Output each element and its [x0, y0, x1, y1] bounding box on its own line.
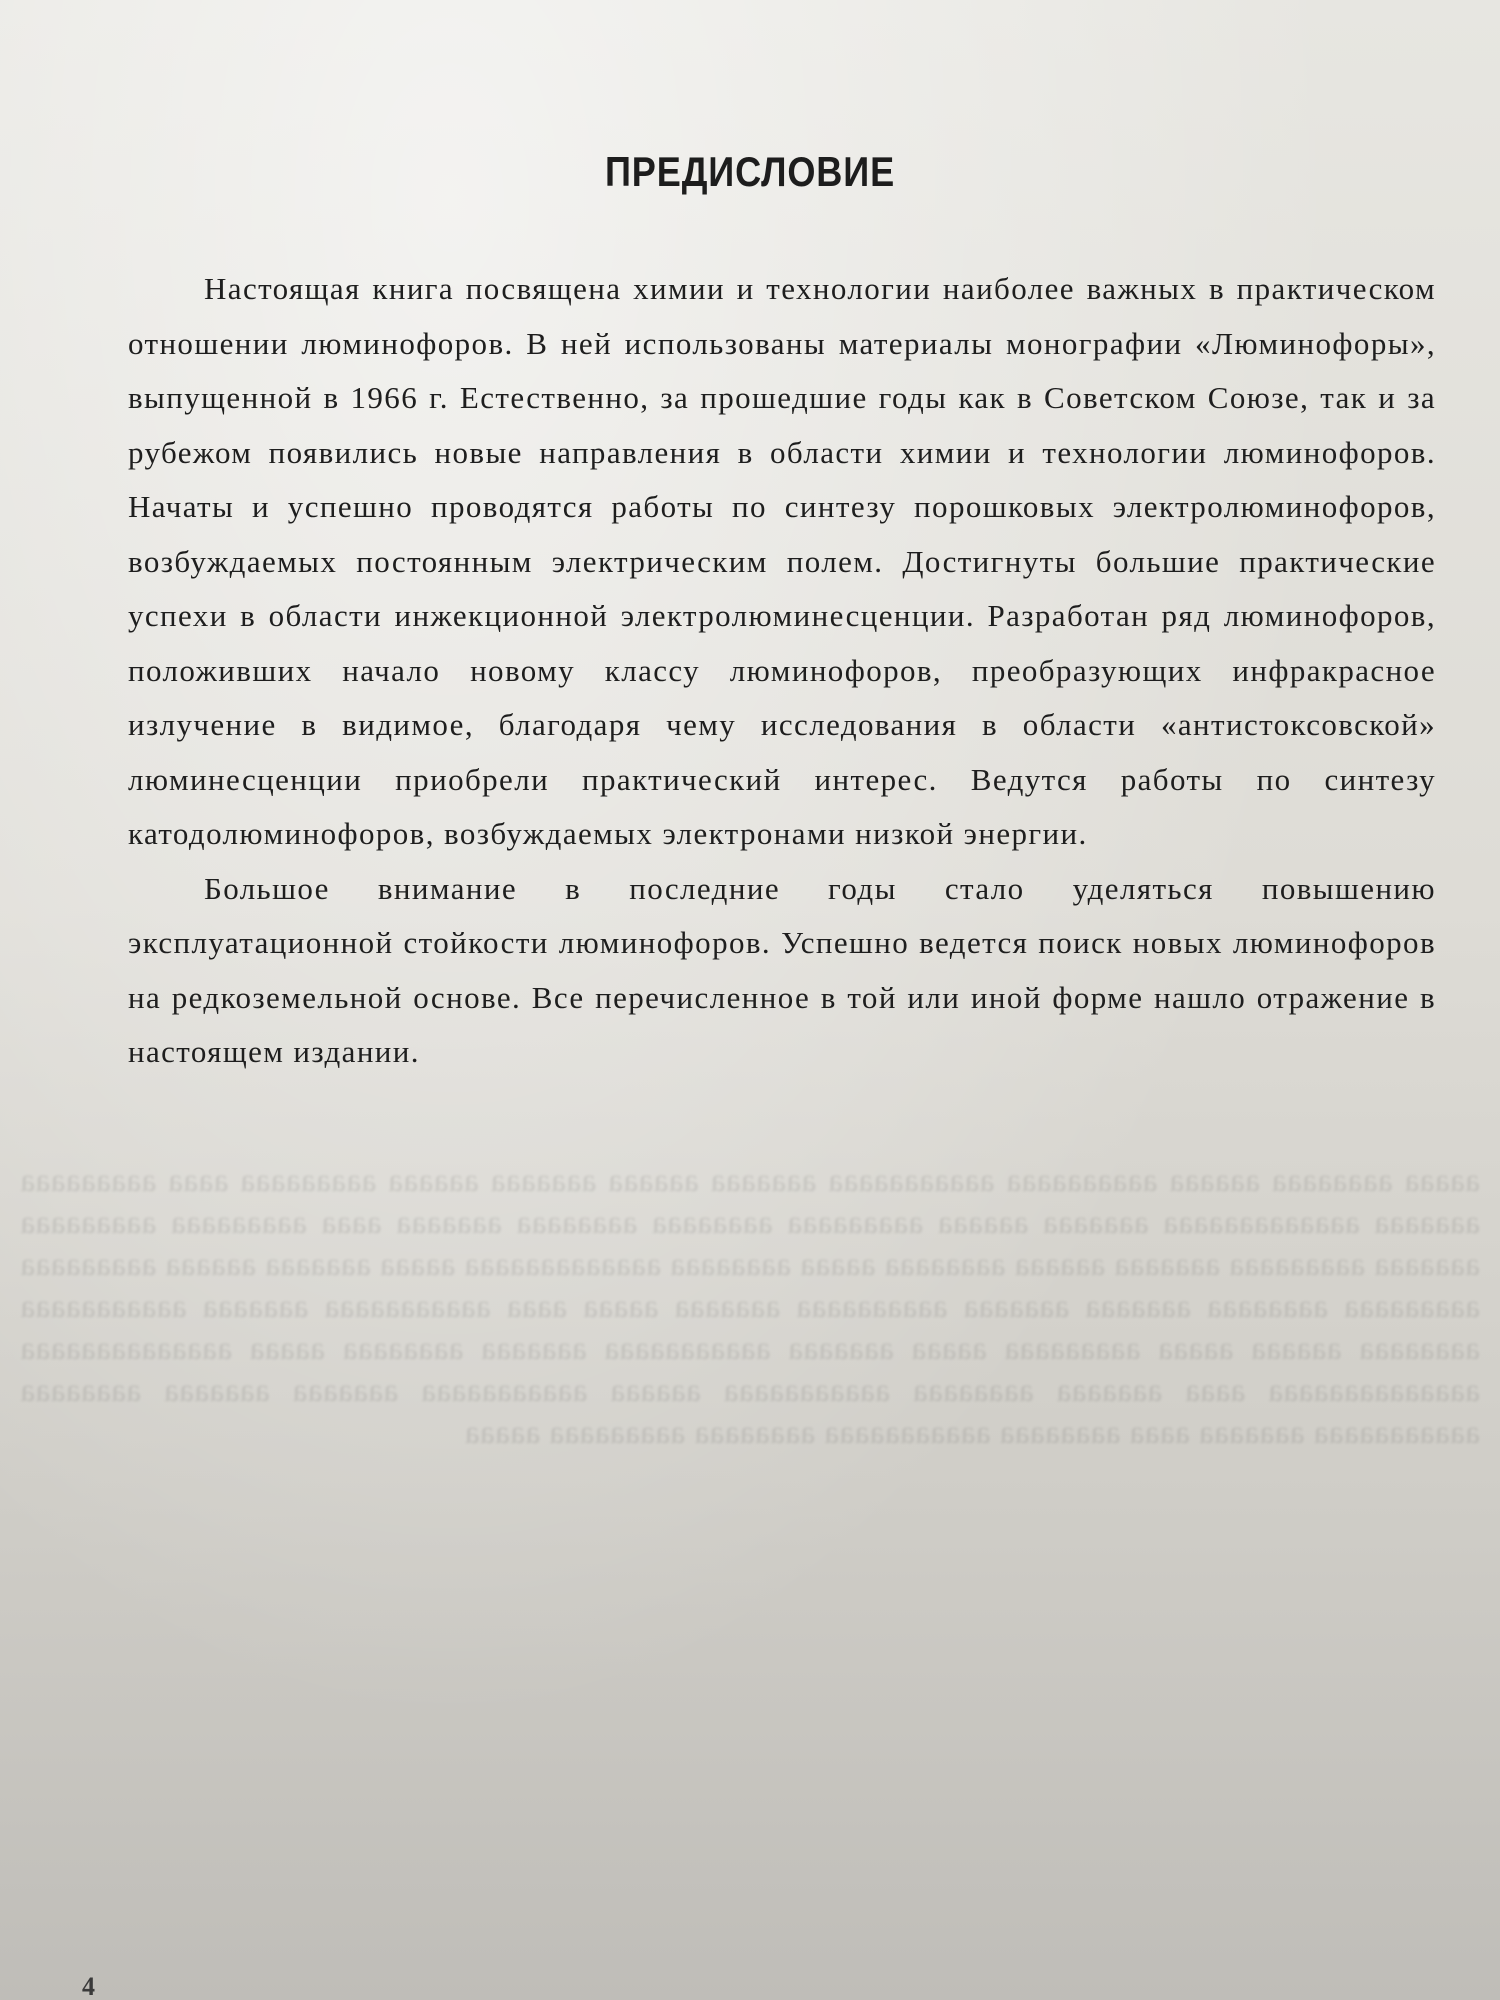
body-text: [128, 262, 1436, 1080]
page-title: ПРЕДИСЛОВИЕ: [604, 148, 896, 195]
bleed-through-texture: ааааа аааааааа аааааа аааааааааа ааааааааааа ааааааа аааааа ааааааа аааааа ааааааааа аааа ааааааааа ааааааа ааааааааааааа ааааааа аааааа ааааааааа аааааааа аааааааа ааааааа аааа ааааааааа ааааааааа ааааааа ааааааааа ааааааа аааааа аааааааа ааааа аааааааа ааааааааааааа ааааа ааааааа аааааа ааааааааа ааааааааа аааааааа ааааааа ааааааа аааааааааа ааааааа ааааа аааа ааааааааааа ааааааа ааааааааааа аааааааа аааааа ааааа ааааааааа ааааа ааааааа ааааааааааа ааааааа аааааааа ааааа аааааааааааааа аааааааааааааа аааа ааааааа аааааааа ааааааааааа аааааа ааааааааааа ааааааа ааааааа аааааааа ааааааааааа ааааааа аааа аааааааа ааааааааааа аааааааа ааааааааа ааааа: [20, 1163, 1480, 1451]
paragraph: Большое внимание в последние годы стало уделяться повышению эксплуатационной стойкости люминофоров. Успешно ведется поиск новых люминофоров на редкоземельной основе. Все перечисленное в той или иной форме нашло отражение в настоящем издании.: [128, 870, 1436, 1069]
page-number: 4: [82, 1972, 95, 2000]
paragraph: Настоящая книга посвящена химии и технологии наиболее важных в практическом отношении люминофоров. В ней использованы материалы монографии «Люминофоры», выпущенной в 1966 г. Естественно, за прошедшие годы как в Советском Союзе, так и за рубежом появились новые направления в области химии и технологии люминофоров. Начаты и успешно проводятся работы по синтезу порошковых электролюминофоров, возбуждаемых постоянным электрическим полем. Достигнуты большие практические успехи в области инжекционной электролюминесценции. Разработан ряд люминофоров, положивших начало новому классу люминофоров, преобразующих инфракрасное излучение в видимое, благодаря чему исследования в области «антистоксовской» люминесценции приобрели практический интерес. Ведутся работы по синтезу катодолюминофоров, возбуждаемых электронами низкой энергии.: [128, 271, 1436, 851]
